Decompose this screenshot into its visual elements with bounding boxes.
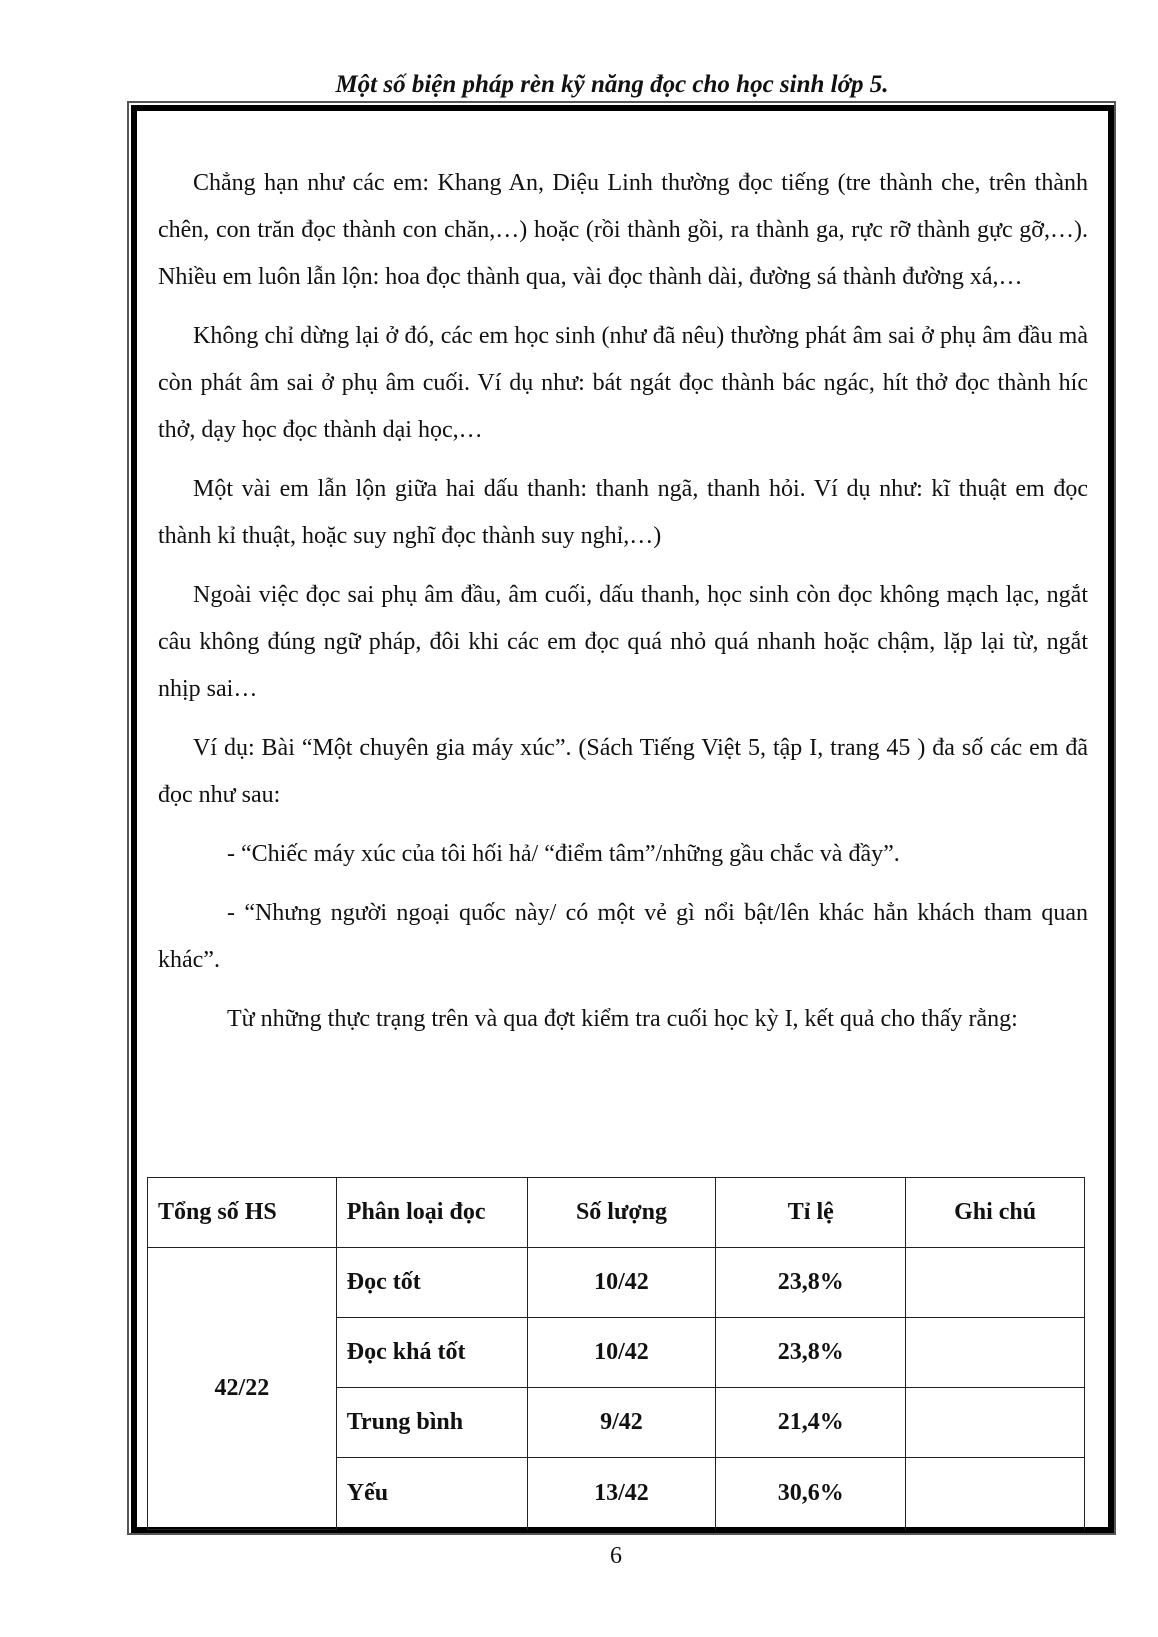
ratio-cell: 23,8% (716, 1318, 906, 1388)
example-line: - “Nhưng người ngoại quốc này/ có một vẻ gì nổi bật/lên khác hẳn khách tham quan khác”. (158, 900, 1088, 973)
paragraph: Không chỉ dừng lại ở đó, các em học sinh (như đã nêu) thường phát âm sai ở phụ âm đầu mà còn phát âm sai ở phụ âm cuối. Ví dụ như: bát ngát đọc thành bác ngác, hít thở đọc thành híc thở, dạy học đọc thành dại học,… (158, 323, 1088, 443)
category-cell: Đọc tốt (336, 1248, 527, 1318)
example-line: - “Chiếc máy xúc của tôi hối hả/ “điểm tâm”/những gầu chắc và đầy”. (227, 841, 900, 867)
count-cell: 10/42 (527, 1318, 716, 1388)
category-cell: Đọc khá tốt (336, 1318, 527, 1388)
body-text (158, 160, 1088, 1055)
total-students-cell: 42/22 (148, 1248, 337, 1530)
page-title: Một số biện pháp rèn kỹ năng đọc cho học sinh lớp 5. (335, 71, 889, 98)
category-cell: Yếu (336, 1458, 527, 1530)
page-number: 6 (610, 1543, 622, 1569)
count-cell: 13/42 (527, 1458, 716, 1530)
paragraph: Chẳng hạn như các em: Khang An, Diệu Linh thường đọc tiếng (tre thành che, trên thành chên, con trăn đọc thành con chăn,…) hoặc (rồi thành gồi, ra thành ga, rực rỡ thành gực gỡ,…). Nhiều em luôn lẫn lộn: hoa đọc thành qua, vài đọc thành dài, đường sá thành đường xá,… (158, 170, 1088, 290)
ratio-cell: 23,8% (716, 1248, 906, 1318)
category-cell: Trung bình (336, 1388, 527, 1458)
header-ratio: Tỉ lệ (716, 1178, 906, 1248)
paragraph: Một vài em lẫn lộn giữa hai dấu thanh: thanh ngã, thanh hỏi. Ví dụ như: kĩ thuật em đọc thành kỉ thuật, hoặc suy nghĩ đọc thành suy nghỉ,…) (158, 476, 1088, 549)
note-cell (906, 1318, 1085, 1388)
paragraph: Ngoài việc đọc sai phụ âm đầu, âm cuối, dấu thanh, học sinh còn đọc không mạch lạc, ngắt câu không đúng ngữ pháp, đôi khi các em đọc quá nhỏ quá nhanh hoặc chậm, lặp lại từ, ngắt nhịp sai… (158, 582, 1088, 702)
table-header-row (148, 1178, 1085, 1248)
ratio-cell: 30,6% (716, 1458, 906, 1530)
reading-results-table (147, 1177, 1085, 1530)
ratio-cell: 21,4% (716, 1388, 906, 1458)
note-cell (906, 1388, 1085, 1458)
note-cell (906, 1248, 1085, 1318)
header-total-students: Tổng số HS (148, 1178, 337, 1248)
header-count: Số lượng (527, 1178, 716, 1248)
table-row (148, 1248, 1085, 1318)
paragraph: Ví dụ: Bài “Một chuyên gia máy xúc”. (Sách Tiếng Việt 5, tập I, trang 45 ) đa số các em đã đọc như sau: (158, 735, 1088, 808)
header-note: Ghi chú (906, 1178, 1085, 1248)
header-reading-category: Phân loại đọc (336, 1178, 527, 1248)
count-cell: 10/42 (527, 1248, 716, 1318)
count-cell: 9/42 (527, 1388, 716, 1458)
note-cell (906, 1458, 1085, 1530)
paragraph: Từ những thực trạng trên và qua đợt kiểm tra cuối học kỳ I, kết quả cho thấy rằng: (227, 1006, 1018, 1032)
